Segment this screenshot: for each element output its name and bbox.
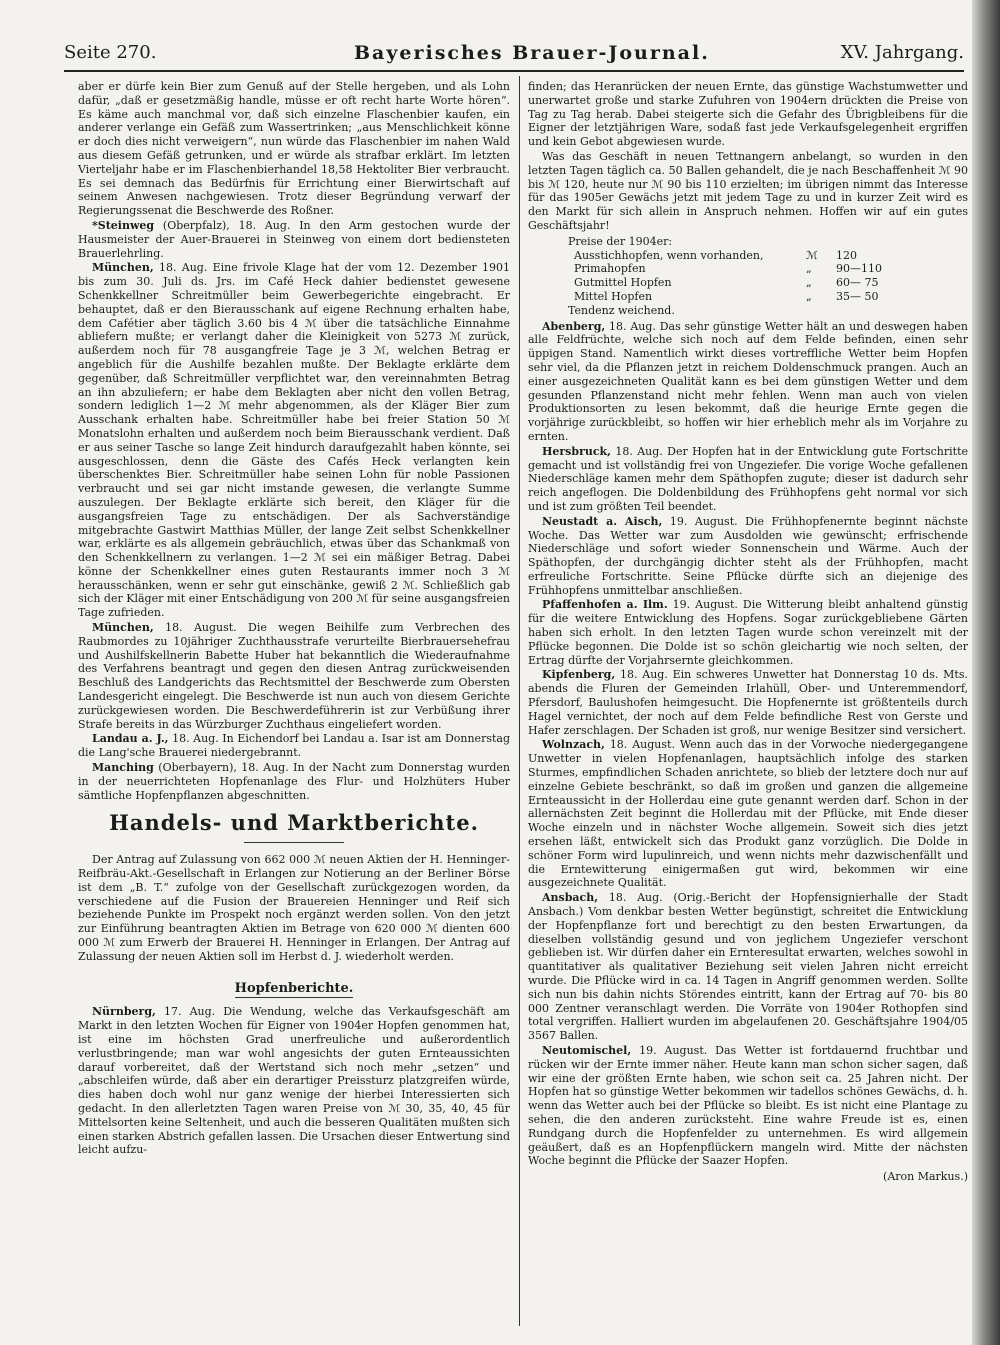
price-row: Primahopfen „ 90—110 xyxy=(574,262,882,276)
header-rule xyxy=(64,70,964,72)
article-paragraph: *Steinweg (Oberpfalz), 18. Aug. In den Arm gestochen wurde der Hausmeister der Auer-Brauerei in Steinweg von einem dort bediensteten Brauerlehrling. xyxy=(78,218,510,260)
article-paragraph: Ansbach, 18. Aug. (Orig.-Bericht der Hopfensignierhalle der Stadt Ansbach.) Vom denkbar besten Wetter begünstigt, schreitet die Entwicklung der Hopfenpflanze fort und berechtigt zu den besten Erwartungen, da dieselben vollständig gesund und von jeglichem Ungeziefer verschont geblieben ist. Wir dürfen daher ein Ernteresultat erwarten, welches sowohl in quantitativer als qualitativer Beziehung seit vielen Jahren nicht erreicht wurde. Die Pflücke wird in ca. 14 Tagen in Angriff genommen werden. Sollte sich nun bis dahin nichts Störendes eintritt, kann der Ertrag auf 70- bis 80 000 Zentner veranschlagt werden. Die Vorräte von 1904er Rothopfen sind total vergriffen. Halliert wurden im abgelaufenen 20. Geschäftsjahre 1904/05 3567 Ballen. xyxy=(528,891,968,1043)
article-paragraph: Nürnberg, 17. Aug. Die Wendung, welche das Verkaufsgeschäft am Markt in den letzten Wochen für Eigner von 1904er Hopfen genommen hat, ist eine im höchsten Grad unerfreuliche und außerordentlich verlustbringende; man war wohl angesichts der guten Ernteaussichten darauf vorbereitet, daß der Wertstand sich noch mehr „setzen“ und „abschleifen würde, daß aber ein derartiger Preissturz platzgreifen würde, dies haben doch wohl nur ganz wenige der hierbei Interessierten sich gedacht. In den allerletzten Tagen waren Preise von ℳ 30, 35, 40, 45 für Mittelsorten keine Seltenheit, und auch die besseren Qualitäten mußten sich einen starken Abstrich gefallen lassen. Die Ursachen dieser Entwertung sind leicht aufzu- xyxy=(78,1005,510,1157)
article-paragraph: Pfaffenhofen a. Ilm. 19. August. Die Witterung bleibt anhaltend günstig für die weitere Entwicklung des Hopfens. Sogar zurückgebliebene Gärten haben sich erholt. In den letzten Tagen wurde schon vereinzelt mit der Pflücke begonnen. Die Dolde ist so schön gleichartig wie noch selten, der Ertrag dürfte der Vorjahrsernte gleichkommen. xyxy=(528,598,968,667)
right-column xyxy=(528,80,968,1315)
article-paragraph: aber er dürfe kein Bier zum Genuß auf der Stelle hergeben, und als Lohn dafür, „daß er gesetzmäßig handle, müsse er oft recht harte Worte hören“. Es käme auch manchmal vor, daß sich einzelne Flaschenbier kaufen, ein anderer verlange ein Gefäß zum Wassertrinken; „aus Menschlichkeit könne er doch dies nicht verweigern“, nun würde das Flaschenbier im nahen Wald aus diesem Gefäß getrunken, und er würde als strafbar erklärt. Im letzten Vierteljahr habe er im Flaschenbierhandel 18,58 Hektoliter Bier verbraucht. Es sei demnach das Bedürfnis für Errichtung einer Bierwirtschaft auf seinem Anwesen nachgewiesen. Trotz dieser Begründung verwarf der Regierungssenat die Beschwerde des Roßner. xyxy=(78,80,510,218)
article-paragraph: Manching (Oberbayern), 18. Aug. In der Nacht zum Donnerstag wurden in der neuerrichteten Hopfenanlage des Flur- und Holzhüters Huber sämtliche Hopfenpflanzen abgeschnitten. xyxy=(78,761,510,802)
article-paragraph: Kipfenberg, 18. Aug. Ein schweres Unwetter hat Donnerstag 10 ds. Mts. abends die Fluren der Gemeinden Irlahüll, Ober- und Unteremmendorf, Pfersdorf, Baulushofen heimgesucht. Die Hopfenernte ist größtenteils durch Hagel vernichtet, der noch auf dem Felde befindliche Rest von Gerste und Hafer zerschlagen. Der Schaden ist groß, nur wenige Besitzer sind versichert. xyxy=(528,668,968,737)
volume-label: XV. Jahrgang. xyxy=(840,42,964,63)
article-paragraph: Landau a. J., 18. Aug. In Eichendorf bei Landau a. Isar ist am Donnerstag die Lang'sche Brauerei niedergebrannt. xyxy=(78,732,510,760)
article-paragraph: Hersbruck, 18. Aug. Der Hopfen hat in der Entwicklung gute Fortschritte gemacht und ist vollständig frei von Ungeziefer. Die vorige Woche gefallenen Niederschläge kamen mehr dem Späthopfen zugute; dieser ist dadurch sehr reich angeflogen. Die Doldenbildung des Frühhopfens geht normal vor sich und ist zum größten Teil beendet. xyxy=(528,444,968,513)
page-binding-edge xyxy=(972,0,1000,1345)
page-header xyxy=(64,40,964,72)
price-row: Mittel Hopfen „ 35— 50 xyxy=(574,289,879,303)
left-column xyxy=(78,80,510,1315)
article-paragraph: Was das Geschäft in neuen Tettnangern anbelangt, so wurden in den letzten Tagen täglich ca. 50 Ballen gehandelt, die je nach Beschaffenheit ℳ 90 bis ℳ 120, heute nur ℳ 90 bis 110 erzielten; im übrigen nimmt das Interesse für das 1905er Gewächs jetzt mit jedem Tage zu und in kurzer Zeit wird es den Markt für sich allein in Anspruch nehmen. Hoffen wir auf ein gutes Geschäftsjahr! xyxy=(528,149,968,232)
page-number: Seite 270. xyxy=(64,42,157,63)
section-title: Handels- und Marktberichte. xyxy=(109,810,479,836)
column-divider xyxy=(519,76,520,1326)
subsection-title: Hopfenberichte. xyxy=(234,980,354,996)
price-row: Gutmittel Hopfen „ 60— 75 xyxy=(574,276,879,290)
article-paragraph: München, 18. August. Die wegen Beihilfe zum Verbrechen des Raubmordes zu 10jähriger Zuchthausstrafe verurteilte Bierbrauersehefrau und Aushilfskellnerin Babette Huber hat bekanntlich die Wiederaufnahme des Verfahrens beantragt und gegen den diesen Antrag zurückweisenden Beschluß des Landgerichts das Rechtsmittel der Beschwerde zum Obersten Landesgericht eingelegt. Die Beschwerde ist nun auch von diesem Gerichte zurückgewiesen worden. Die Beschwerdeführerin ist zur Verbüßung ihrer Strafe bereits in das Würzburger Zuchthaus eingeliefert worden. xyxy=(78,621,510,731)
price-list-label: Preise der 1904er: xyxy=(568,234,673,248)
article-paragraph: Neutomischel, 19. August. Das Wetter ist fortdauernd fruchtbar und rücken wir der Ernte immer näher. Heute kann man schon sicher sagen, daß wir eine der größten Ernte haben, wie schon seit ca. 25 Jahren nicht. Der Hopfen hat so günstige Wetter bekommen wir tadellos schönes Gewächs, d. h. wenn das Wetter auch bei der Pflücke so bleibt. Es ist nicht eine Plantage zu sehen, die den anderen zurücksteht. Eine wahre Freude ist es, einen Rundgang durch die Hopfenfelder zu unternehmen. Es wird allgemein geäußert, daß es an Hopfenpflückern mangeln wird. Mitte der nächsten Woche beginnt die Pflücke der Saazer Hopfen. xyxy=(528,1043,968,1168)
article-paragraph: Neustadt a. Aisch, 19. August. Die Frühhopfenernte beginnt nächste Woche. Das Wetter war zum Ausdolden wie gewünscht; erfrischende Niederschläge und sofort wieder Sonnenschein und Wärme. Auch der Späthopfen, der durchgängig dichter steht als der Frühhopfen, macht erfreuliche Fortschritte. Seine Pflücke dürfte sich an diejenige des Frühhopfens unmittelbar anschließen. xyxy=(528,514,968,597)
section-rule xyxy=(244,842,344,843)
author-signature: (Aron Markus.) xyxy=(883,1170,968,1184)
article-paragraph: München, 18. Aug. Eine frivole Klage hat der vom 12. Dezember 1901 bis zum 30. Juli ds. Jrs. im Café Heck dahier bedienstet gewesene Schenkkellner Schreitmüller beim Gewerbegerichte eingebracht. Er behauptet, daß er den Bierausschank auf eigene Rechnung erhalten habe, dem Cafétier aber täglich 3.60 bis 4 ℳ über die tatsächliche Einnahme abliefern mußte; er verlangt daher die Kleinigkeit von 5273 ℳ zurück, außerdem noch für 78 ausgangfreie Tage je 3 ℳ, welchen Betrag er angeblich für die Aushilfe bezahlen mußte. Der Beklagte erklärte dem gegenüber, daß Schreitmüller verpflichtet war, den vereinnahmten Betrag an ihn abzuliefern; er habe dem Beklagten aber nicht den vollen Betrag, sondern lediglich 1—2 ℳ mehr abgenommen, als der Kläger Bier zum Ausschank erhalten habe. Schreitmüller habe bei freier Station 50 ℳ Monatslohn erhalten und außerdem noch beim Bierausschank verdient. Daß er aus seiner Tasche so lange Zeit hindurch daraufgezahlt haben könnte, sei ausgeschlossen, denn die Gäste des Cafés Heck verlangten kein überschenktes Bier. Schreitmüller habe seinen Lohn für noble Passionen verbraucht und sei gar nicht imstande gewesen, die verlangte Summe auszulegen. Der Beklagte erklärte sich bereit, den Kläger für die ausgangsfreien Tage zu entschädigen. Der als Sachverständige mitgebrachte Gastwirt Matthias Müller, der lange Zeit selbst Schenkkellner war, erklärte es als allgemein gebräuchlich, etwas über das Schankmaß von den Schenkkellnern zu verlangen. 1—2 ℳ sei ein mäßiger Betrag. Dabei könne der Schenkkellner eines guten Restaurants immer noch 3 ℳ herausschänken, wenn er sehr gut einschänke, gewiß 2 ℳ. Schließlich gab sich der Kläger mit einer Entschädigung von 200 ℳ für seine ausgangsfreien Tage zufrieden. xyxy=(78,261,510,620)
price-tendency: Tendenz weichend. xyxy=(568,303,675,317)
article-paragraph: Wolnzach, 18. August. Wenn auch das in der Vorwoche niedergegangene Unwetter in vielen Hopfenanlagen, hauptsächlich infolge des starken Sturmes, empfindlichen Schaden anrichtete, so blieb der letztere doch nur auf einzelne Gebiete beschränkt, so daß im großen und ganzen die allgemeine Ernteaussicht in der Hollerdau eine gute genannt werden darf. Schon in der allernächsten Zeit beginnt die Hollerdau mit der Pflücke, mit Ende dieser Woche einzeln und in nächster Woche allgemein. Soweit sich dies jetzt ersehen läßt, entwickelt sich das Produkt ganz vorzüglich. Die Dolde in schöner Form wird lupulinreich, und wenn nichts mehr dazwischenfällt und die Erntewitterung einigermaßen gut wird, bekommen wir eine ausgezeichnete Qualität. xyxy=(528,738,968,890)
article-paragraph: Der Antrag auf Zulassung von 662 000 ℳ neuen Aktien der H. Henninger-Reifbräu-Akt.-Gesellschaft in Erlangen zur Notierung an der Berliner Börse ist dem „B. T.“ zufolge von der Gesellschaft zurückgezogen worden, da verschiedene auf die Fusion der Brauereien Henninger und Reif sich beziehende Punkte im Prospekt noch ergänzt werden sollen. Von den jetzt zur Einführung beantragten Aktien im Betrage von 620 000 ℳ dienten 600 000 ℳ zum Erwerb der Brauerei H. Henninger in Erlangen. Der Antrag auf Zulassung der neuen Aktien soll im Herbst d. J. wiederholt werden. xyxy=(78,853,510,963)
journal-title: Bayerisches Brauer-Journal. xyxy=(354,42,710,64)
price-row: Ausstichhopfen, wenn vorhanden, ℳ 120 xyxy=(574,248,857,262)
article-paragraph: Abenberg, 18. Aug. Das sehr günstige Wetter hält an und deswegen haben alle Feldfrüchte, welche sich noch auf dem Felde befinden, einen sehr üppigen Stand. Namentlich wirkt dieses vortreffliche Wetter beim Hopfen sehr viel, da die Pflanzen jetzt in reichem Doldenschmuck prangen. Auch an einer ausgezeichneten Qualität kann es bei dem günstigen Wetter und dem gesunden Pflanzenstand nicht mehr fehlen. Wenn man auch von vielen Produktionsorten zu lesen bekommt, daß die heurige Ernte gegen die vorjährige zurückbleibt, so hoffen wir hier erheblich mehr als im Vorjahre zu ernten. xyxy=(528,319,968,443)
article-paragraph: finden; das Heranrücken der neuen Ernte, das günstige Wachstumwetter und unerwartet große und starke Zufuhren von 1904ern drückten die Preise von Tag zu Tag herab. Dabei steigerte sich die Gefahr des Übrigbleibens für die Eigner der letztjährigen Ware, sodaß fast jede Verkaufsgelegenheit ergriffen und kein Gebot abgewiesen wurde. xyxy=(528,80,968,149)
price-list xyxy=(544,235,968,318)
